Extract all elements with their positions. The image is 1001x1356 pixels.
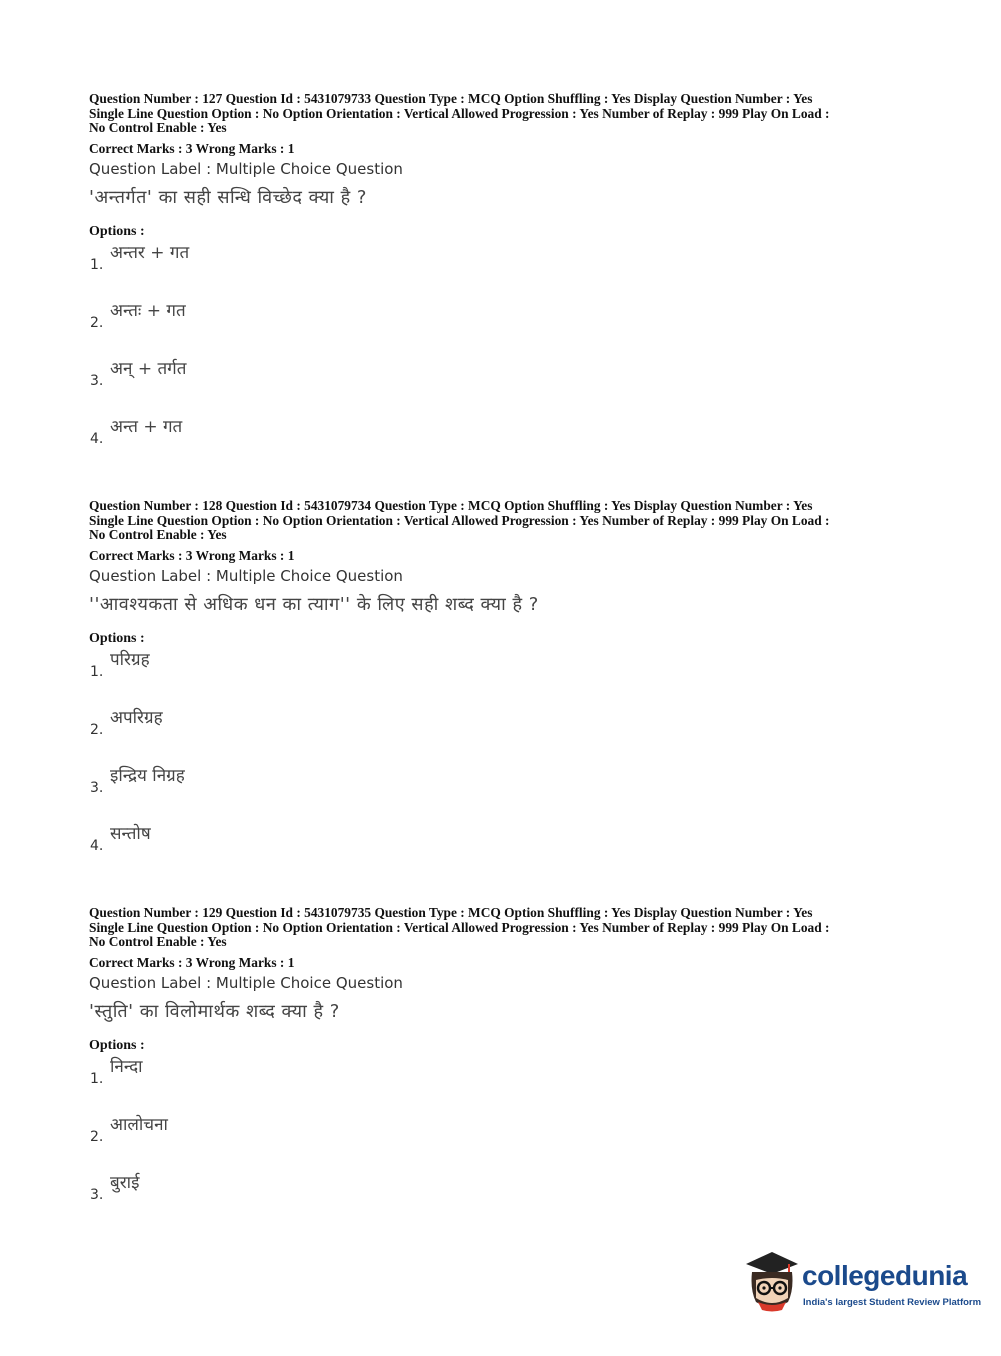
question-meta: Question Number : 127 Question Id : 5431079733 Question Type : MCQ Option Shuffling : Yes Display Question Number : Yes Single Line Question Option : No Option Orientation : Vertical Allowed Progression : Yes Number of Replay : 999 Play On Load : No Control Enable : Yes — [89, 91, 830, 135]
option-item — [89, 647, 919, 705]
question-text: 'अन्तर्गत' का सही सन्धि विच्छेद क्या है ? — [89, 186, 367, 208]
question-block — [89, 906, 919, 1228]
option-item — [89, 240, 919, 298]
option-item — [89, 1112, 919, 1170]
option-number: 1. — [90, 663, 104, 680]
collegedunia-logo — [742, 1250, 982, 1320]
option-number: 3. — [90, 779, 104, 796]
option-item — [89, 414, 919, 472]
question-text: ''आवश्यकता से अधिक धन का त्याग'' के लिए सही शब्द क्या है ? — [89, 593, 539, 615]
options-heading: Options : — [89, 630, 145, 646]
question-marks: Correct Marks : 3 Wrong Marks : 1 — [89, 140, 295, 156]
option-text: अन् + तर्गत — [110, 358, 187, 379]
question-block — [89, 92, 919, 472]
question-label: Question Label : Multiple Choice Question — [89, 566, 403, 585]
option-item — [89, 763, 919, 821]
option-text: बुराई — [110, 1172, 140, 1193]
option-item — [89, 1054, 919, 1112]
option-text: सन्तोष — [110, 823, 151, 844]
question-text: 'स्तुति' का विलोमार्थक शब्द क्या है ? — [89, 1000, 340, 1022]
option-text: अन्त + गत — [110, 416, 183, 437]
option-number: 4. — [90, 430, 104, 447]
question-block — [89, 499, 919, 879]
option-number: 4. — [90, 837, 104, 854]
option-number: 2. — [90, 721, 104, 738]
question-meta: Question Number : 129 Question Id : 5431079735 Question Type : MCQ Option Shuffling : Yes Display Question Number : Yes Single Line Question Option : No Option Orientation : Vertical Allowed Progression : Yes Number of Replay : 999 Play On Load : No Control Enable : Yes — [89, 905, 830, 949]
option-number: 2. — [90, 1128, 104, 1145]
option-item — [89, 298, 919, 356]
option-text: आलोचना — [110, 1114, 168, 1135]
option-item — [89, 1170, 919, 1228]
option-text: इन्द्रिय निग्रह — [110, 765, 185, 786]
logo-tagline: India's largest Student Review Platform — [803, 1297, 982, 1308]
option-text: अपरिग्रह — [110, 707, 163, 728]
option-item — [89, 821, 919, 879]
option-number: 2. — [90, 314, 104, 331]
option-item — [89, 705, 919, 763]
option-text: परिग्रह — [110, 649, 150, 670]
option-number: 1. — [90, 256, 104, 273]
option-number: 1. — [90, 1070, 104, 1087]
option-number: 3. — [90, 372, 104, 389]
question-meta: Question Number : 128 Question Id : 5431079734 Question Type : MCQ Option Shuffling : Yes Display Question Number : Yes Single Line Question Option : No Option Orientation : Vertical Allowed Progression : Yes Number of Replay : 999 Play On Load : No Control Enable : Yes — [89, 498, 830, 542]
question-marks: Correct Marks : 3 Wrong Marks : 1 — [89, 954, 295, 970]
option-number: 3. — [90, 1186, 104, 1203]
option-item — [89, 356, 919, 414]
option-text: अन्तर + गत — [110, 242, 190, 263]
options-heading: Options : — [89, 223, 145, 239]
question-marks: Correct Marks : 3 Wrong Marks : 1 — [89, 547, 295, 563]
mascot-icon — [742, 1250, 802, 1312]
logo-brand: collegedunia — [802, 1260, 968, 1291]
option-text: अन्तः + गत — [110, 300, 186, 321]
options-heading: Options : — [89, 1037, 145, 1053]
question-label: Question Label : Multiple Choice Question — [89, 159, 403, 178]
option-text: निन्दा — [110, 1056, 143, 1077]
question-label: Question Label : Multiple Choice Question — [89, 973, 403, 992]
